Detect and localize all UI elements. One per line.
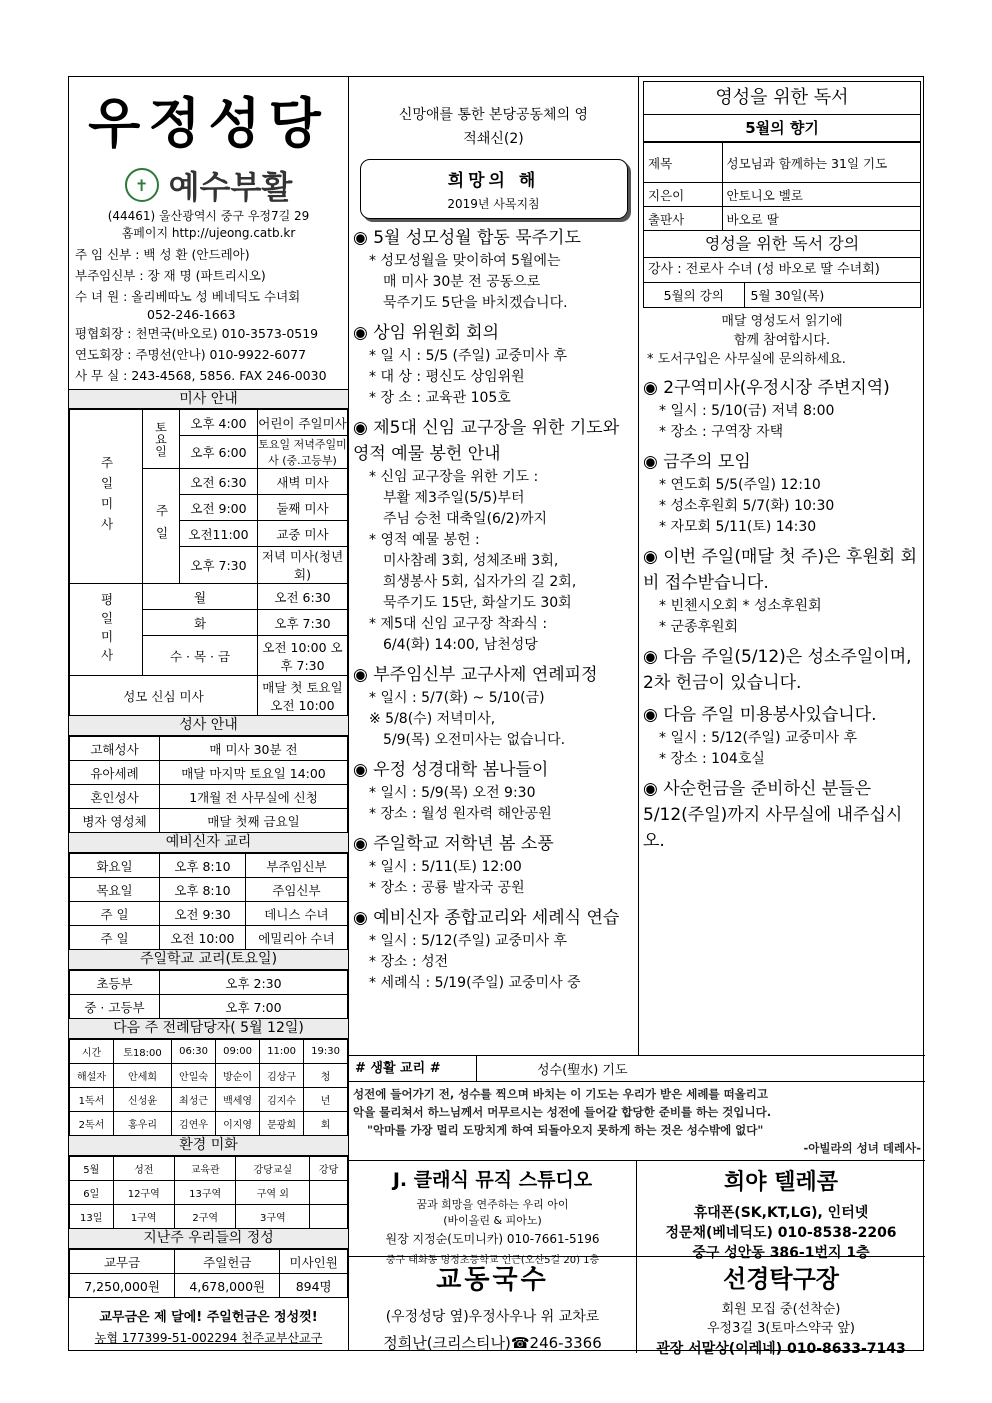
book-value: 안토니오 벨로: [722, 183, 920, 207]
notice-heading: ◉ 2구역미사(우정시장 주변지역): [643, 378, 890, 398]
clean-cell: 3구역: [236, 1205, 310, 1229]
notice-item: [353, 757, 634, 825]
liturgy-col: 09:00: [216, 1040, 260, 1064]
notice-item: [353, 905, 634, 994]
catechism-label: # 생활 교리 #: [349, 1056, 477, 1081]
notice-line: 미사참례 3회, 성체조배 3회,: [383, 553, 559, 569]
liturgy-header: 다음 주 전례담당자( 5월 12일): [69, 1019, 348, 1039]
notice-line: 5/9(목) 오전미사는 없습니다.: [383, 732, 566, 748]
liturgy-col: 11:00: [260, 1040, 304, 1064]
bottom-area: [349, 1055, 925, 1357]
book-value: 바오로 딸: [722, 207, 920, 231]
reading-title: 영성을 위한 독서: [644, 82, 920, 115]
clean-table: [69, 1156, 348, 1229]
marian-mass-time: 매달 첫 토요일 오전 10:00: [258, 676, 348, 716]
class-day: 주 일: [70, 902, 160, 926]
liturgy-cell: 년: [304, 1088, 348, 1112]
liturgy-cell: 이지영: [216, 1112, 260, 1136]
notice-line: * 세례식 : 5/19(주일) 교중미사 중: [369, 975, 581, 991]
book-field: 출판사: [644, 207, 722, 231]
lecture-table: [644, 283, 920, 307]
notice-line: * 일시 : 5/9(목) 오전 9:30: [369, 785, 536, 801]
notice-line: * 일시 : 5/11(토) 12:00: [369, 859, 522, 875]
weekday-time: 오전 10:00 오후 7:30: [258, 636, 348, 676]
sacrament-name: 유아세례: [70, 761, 160, 785]
school-time: 오후 7:00: [160, 995, 348, 1019]
book-value: 성모님과 함께하는 31일 기도: [722, 143, 920, 183]
reading-note: * 도서구입은 사무실에 문의하세요.: [647, 352, 846, 367]
notice-line: * 연도회 5/5(주일) 12:10: [659, 477, 821, 493]
ad-line: 원장 지정순(도미니카) 010-7661-5196: [385, 1232, 600, 1246]
notice-line: * 일 시 : 5/5 (주일) 교중미사 후: [369, 348, 568, 364]
liturgy-cell: 홍우리: [114, 1112, 172, 1136]
notice-line: * 빈첸시오회 * 성소후원회: [659, 598, 822, 614]
staff-line: 연도회장 : 주명선(안나) 010-9922-6077: [75, 347, 307, 362]
liturgy-cell: 안일숙: [172, 1064, 216, 1088]
sacrament-info: 매달 첫째 금요일: [160, 809, 348, 833]
center-column: [349, 77, 639, 1055]
liturgy-cell: 회: [304, 1112, 348, 1136]
catechumen-header: 예비신자 교리: [69, 833, 348, 853]
mass-name: 어린이 주일미사: [258, 410, 348, 436]
notice-heading: ◉ 주일학교 저학년 봄 소풍: [353, 834, 554, 854]
notice-item: [353, 225, 634, 314]
notice-heading: ◉ 부주임신부 교구사제 연례피정: [353, 665, 598, 685]
class-teacher: 에밀리아 수녀: [245, 926, 347, 950]
notice-line: * 일시 : 5/12(주일) 교중미사 후: [369, 933, 568, 949]
sacrament-table: [69, 736, 348, 833]
book-field: 지은이: [644, 183, 722, 207]
parish-emblem-icon: ✝: [125, 168, 159, 202]
notice-line: * 영적 예물 봉헌 :: [369, 532, 480, 548]
notice-item: [643, 449, 921, 538]
notice-heading: ◉ 예비신자 종합교리와 세례식 연습: [353, 908, 620, 928]
mass-time: 오후 7:30: [180, 547, 258, 584]
clean-cell: 13일: [70, 1205, 114, 1229]
liturgy-col: 06:30: [172, 1040, 216, 1064]
address: (44461) 울산광역시 중구 우정7길 29: [107, 209, 310, 223]
notice-heading: ◉ 이번 주일(매달 첫 주)은 후원회 회비 접수받습니다.: [643, 547, 918, 593]
notice-heading: ◉ 제5대 신임 교구장을 위한 기도와 영적 예물 봉헌 안내: [353, 418, 620, 464]
notice-line: * 장소 : 구역장 자택: [659, 424, 784, 440]
class-teacher: 부주임신부: [245, 854, 347, 878]
catechism-source: -아빌라의 성녀 데레사-: [803, 1141, 921, 1155]
staff-info: [69, 244, 348, 386]
ad-noodles: [349, 1257, 637, 1353]
offering-col: 미사인원: [280, 1250, 348, 1274]
staff-line: 부주임신부 : 장 재 명 (파트리시오): [75, 268, 266, 283]
liturgy-cell: 김상구: [260, 1064, 304, 1088]
book-field: 제목: [644, 143, 722, 183]
mass-table: [69, 409, 348, 716]
notice-line: 희생봉사 5회, 십자가의 길 2회,: [383, 574, 577, 590]
weekday-day: 화: [143, 610, 258, 636]
class-teacher: 데니스 수녀: [245, 902, 347, 926]
ad-title: 희야 텔레콤: [724, 1170, 838, 1195]
ad-title: J. 클래식 뮤직 스튜디오: [392, 1169, 593, 1191]
logo-text: 예수부활: [168, 168, 293, 206]
ad-title: 선경탁구장: [723, 1265, 839, 1293]
reading-note: 매달 영성도서 읽기에: [721, 314, 843, 329]
liturgy-col: 시간: [70, 1040, 114, 1064]
lecturer: 강사 : 전로사 수녀 (성 바오로 딸 수녀회): [644, 258, 920, 283]
notice-heading: ◉ 사순헌금을 준비하신 분들은 5/12(주일)까지 사무실에 내주십시오.: [643, 779, 903, 851]
notice-line: 묵주기도 15단, 화살기도 30회: [383, 595, 572, 611]
staff-line: 주 임 신부 : 백 성 환 (안드레아): [75, 247, 250, 262]
class-day: 주 일: [70, 926, 160, 950]
reading-box: [643, 81, 921, 308]
logo-row: [69, 162, 348, 208]
class-day: 목요일: [70, 878, 160, 902]
sunday-label: 주일미사: [70, 410, 143, 584]
sacrament-info: 매달 마지막 토요일 14:00: [160, 761, 348, 785]
center-notices: [349, 219, 638, 994]
catechism-line: "악마를 가장 멀리 도망치게 하여 되돌아오지 못하게 하는 것은 성수밖에 없다": [367, 1123, 764, 1137]
class-teacher: 주임신부: [245, 878, 347, 902]
notice-heading: ◉ 5월 성모성월 합동 묵주기도: [353, 228, 581, 248]
ad-line: 정희난(크리스티나)☎246-3366: [383, 1334, 602, 1352]
notice-heading: ◉ 상임 위원회 회의: [353, 323, 499, 343]
sacrament-info: 1개월 전 사무실에 신청: [160, 785, 348, 809]
ad-line: 중구 성안동 386-1번지 1층: [692, 1245, 870, 1261]
ad-line: 꿈과 희망을 연주하는 우리 아이: [416, 1198, 569, 1211]
left-column: [69, 77, 349, 1350]
clean-col: 강당: [310, 1157, 348, 1181]
staff-line: 수 녀 원 : 올리베따노 성 베네딕도 수녀회: [75, 289, 301, 304]
sacrament-info: 매 미사 30분 전: [160, 737, 348, 761]
weekday-day: 수 · 목 · 금: [143, 636, 258, 676]
sacrament-name: 혼인성사: [70, 785, 160, 809]
class-time: 오후 8:10: [160, 878, 246, 902]
notice-line: 매 미사 30분 전 공동으로: [383, 274, 541, 290]
liturgy-cell: 최성근: [172, 1088, 216, 1112]
mass-name: 토요일 저녁주일미사 (중.고등부): [258, 436, 348, 469]
liturgy-cell: 김지수: [260, 1088, 304, 1112]
liturgy-table: [69, 1039, 348, 1136]
notice-line: 주님 승천 대축일(6/2)까지: [383, 511, 548, 527]
sunday-sub-label: 주일: [143, 469, 180, 584]
notice-line: * 대 상 : 평신도 상임위원: [369, 369, 525, 385]
clean-cell: 구역 외: [236, 1181, 310, 1205]
school-grade: 중 · 고등부: [70, 995, 160, 1019]
notice-item: [353, 415, 634, 656]
notice-item: [643, 702, 921, 770]
mass-name: 둘째 미사: [258, 495, 348, 521]
liturgy-cell: 백세영: [216, 1088, 260, 1112]
liturgy-cell: 신성윤: [114, 1088, 172, 1112]
class-time: 오전 9:30: [160, 902, 246, 926]
notice-line: * 장소 : 104호실: [659, 751, 765, 767]
mass-header: 미사 안내: [69, 389, 348, 409]
notice-heading: ◉ 다음 주일(5/12)은 성소주일이며, 2차 헌금이 있습니다.: [643, 647, 912, 693]
notice-item: [353, 662, 634, 751]
ad-line: 중구 태화동 명정초등학교 인근(오산5길 20) 1층: [385, 1255, 600, 1266]
clean-cell: 13구역: [174, 1181, 235, 1205]
clean-col: 5월: [70, 1157, 114, 1181]
ad-line: 관장 서말상(이레네) 010-8633-7143: [656, 1341, 906, 1357]
sunday-school-header: 주일학교 교리(토요일): [69, 950, 348, 970]
catechism-title: 성수(聖水) 기도: [537, 1063, 628, 1078]
yearly-theme: 신망애를 통한 본당공동체의 영적쇄신(2): [398, 107, 589, 147]
notice-line: ※ 5/8(수) 저녁미사,: [369, 711, 496, 727]
parish-title: 우정성당: [88, 92, 329, 155]
catechumen-table: [69, 853, 348, 950]
notice-line: * 장소 : 공룡 발자국 공원: [369, 880, 525, 896]
notice-line: * 장 소 : 교육관 105호: [369, 390, 511, 406]
bank-account: 농협 177399-51-002294 천주교부산교구: [94, 1331, 323, 1345]
notice-item: [643, 375, 921, 443]
book-table: [644, 142, 920, 231]
ad-line: (바이올린 & 피아노): [443, 1214, 542, 1227]
marian-mass-label: 성모 신심 미사: [70, 676, 258, 716]
notice-line: 6/4(화) 14:00, 남천성당: [383, 637, 538, 653]
notice-heading: ◉ 다음 주일 미용봉사있습니다.: [643, 705, 877, 725]
class-day: 화요일: [70, 854, 160, 878]
reading-note: 함께 참여합시다.: [733, 333, 831, 348]
notice-line: * 장소 : 성전: [369, 954, 449, 970]
notice-item: [353, 831, 634, 899]
liturgy-cell: 해설자: [70, 1064, 114, 1088]
notice-item: [643, 644, 921, 696]
liturgy-col: 19:30: [304, 1040, 348, 1064]
notice-line: 부활 제3주일(5/5)부터: [383, 490, 525, 506]
ad-line: (우정성당 옆)우정사우나 위 교차로: [385, 1309, 600, 1325]
catechism-header: [349, 1056, 925, 1082]
notice-heading: ◉ 우정 성경대학 봄나들이: [353, 760, 549, 780]
sacrament-name: 고해성사: [70, 737, 160, 761]
school-time: 오후 2:30: [160, 971, 348, 995]
right-notices: [639, 369, 925, 854]
liturgy-cell: 방순이: [216, 1064, 260, 1088]
notice-heading: ◉ 금주의 모임: [643, 452, 751, 472]
weekday-label: 평일미사: [70, 584, 143, 676]
class-time: 오후 8:10: [160, 854, 246, 878]
staff-line: 평협회장 : 천면국(바오로) 010-3573-0519: [75, 326, 319, 341]
liturgy-cell: 문광희: [260, 1112, 304, 1136]
clean-cell: 2구역: [174, 1205, 235, 1229]
mass-time: 오후 6:00: [180, 436, 258, 469]
ad-line: 정문채(베네딕도) 010-8538-2206: [665, 1225, 897, 1241]
notice-line: * 자모회 5/11(토) 14:30: [659, 519, 817, 535]
sunday-school-table: [69, 970, 348, 1019]
clean-cell: 1구역: [113, 1205, 174, 1229]
liturgy-cell: 안세희: [114, 1064, 172, 1088]
ad-music-studio: [349, 1161, 637, 1266]
notice-line: * 군종후원회: [659, 619, 739, 635]
notice-line: * 일시 : 5/12(주일) 교중미사 후: [659, 730, 858, 746]
mass-time: 오후 4:00: [180, 410, 258, 436]
offering-header: 지난주 우리들의 정성: [69, 1229, 348, 1249]
catechism-line: 성전에 들어가기 전, 성수를 찍으며 바치는 이 기도는 우리가 받은 세례를 떠올리고: [353, 1087, 769, 1101]
school-grade: 초등부: [70, 971, 160, 995]
offering-col: 교무금: [70, 1250, 175, 1274]
offering-value: 4,678,000원: [175, 1274, 280, 1298]
sacrament-header: 성사 안내: [69, 716, 348, 736]
mass-name: 저녁 미사(청년회): [258, 547, 348, 584]
pastoral-banner: [360, 159, 628, 219]
weekday-day: 월: [143, 584, 258, 610]
notice-line: 묵주기도 5단을 바치겠습니다.: [383, 295, 568, 311]
offering-col: 주일헌금: [175, 1250, 280, 1274]
clean-col: 강당교실: [236, 1157, 310, 1181]
clean-cell: [310, 1181, 348, 1205]
staff-line: 사 무 실 : 243-4568, 5856. FAX 246-0030: [75, 368, 327, 383]
notice-line: * 제5대 신임 교구장 착좌식 :: [369, 616, 548, 632]
notice-item: [643, 544, 921, 638]
clean-col: 교육관: [174, 1157, 235, 1181]
ad-table-tennis: [637, 1257, 925, 1357]
bulletin-page: [68, 76, 924, 1357]
notice-line: * 신임 교구장을 위한 기도 :: [369, 469, 539, 485]
lecture-label: 5월의 강의: [644, 283, 744, 307]
offering-slogan: 교무금은 제 달에! 주일헌금은 정성껏!: [99, 1310, 318, 1325]
catechism-line: 악을 물리쳐서 하느님께서 머무르시는 성전에 들어갈 합당한 준비를 하는 것입니다.: [353, 1105, 772, 1119]
ads-grid: [349, 1160, 925, 1357]
ad-telecom: [637, 1161, 925, 1261]
notice-item: [643, 776, 921, 854]
clean-cell: 12구역: [113, 1181, 174, 1205]
offering-value: 7,250,000원: [70, 1274, 175, 1298]
sacrament-name: 병자 영성체: [70, 809, 160, 833]
liturgy-cell: 1독서: [70, 1088, 114, 1112]
offering-value: 894명: [280, 1274, 348, 1298]
notice-line: * 일시 : 5/10(금) 저녁 8:00: [659, 403, 835, 419]
staff-line: 052-246-1663: [147, 307, 236, 322]
class-time: 오전 10:00: [160, 926, 246, 950]
catechism-body: [349, 1082, 925, 1160]
lecture-title: 영성을 위한 독서 강의: [644, 231, 920, 258]
homepage-link[interactable]: 홈페이지 http://ujeong.catb.kr: [121, 226, 296, 240]
banner-title: 희망의 해: [447, 171, 540, 191]
banner-subtitle: 2019년 사목지침: [447, 197, 540, 211]
notice-item: [353, 320, 634, 409]
mass-time: 오전11:00: [180, 521, 258, 547]
saturday-label: 토요일: [143, 410, 180, 469]
liturgy-cell: 청: [304, 1064, 348, 1088]
clean-cell: 6일: [70, 1181, 114, 1205]
liturgy-col: 토18:00: [114, 1040, 172, 1064]
mass-name: 새벽 미사: [258, 469, 348, 495]
mass-name: 교중 미사: [258, 521, 348, 547]
notice-line: * 성소후원회 5/7(화) 10:30: [659, 498, 835, 514]
weekday-time: 오후 7:30: [258, 610, 348, 636]
mass-time: 오전 9:00: [180, 495, 258, 521]
right-column: [639, 77, 925, 1055]
scent-title: 5월의 향기: [644, 115, 920, 142]
weekday-time: 오전 6:30: [258, 584, 348, 610]
notice-line: * 성모성월을 맞이하여 5월에는: [369, 253, 561, 269]
clean-header: 환경 미화: [69, 1136, 348, 1156]
liturgy-cell: 2독서: [70, 1112, 114, 1136]
ad-title: 교동국수: [436, 1265, 549, 1295]
ad-line: 우정3길 3(토마스약국 앞): [707, 1321, 855, 1336]
liturgy-cell: 김연우: [172, 1112, 216, 1136]
mass-time: 오전 6:30: [180, 469, 258, 495]
ad-line: 회원 모집 중(선착순): [721, 1302, 841, 1317]
notice-line: * 장소 : 월성 원자력 해안공원: [369, 806, 552, 822]
offering-table: [69, 1249, 348, 1298]
notice-line: * 일시 : 5/7(화) ~ 5/10(금): [369, 690, 545, 706]
ad-line: 휴대폰(SK,KT,LG), 인터넷: [693, 1205, 869, 1221]
lecture-date: 5월 30일(목): [750, 288, 825, 303]
clean-cell: [310, 1205, 348, 1229]
clean-col: 성전: [113, 1157, 174, 1181]
